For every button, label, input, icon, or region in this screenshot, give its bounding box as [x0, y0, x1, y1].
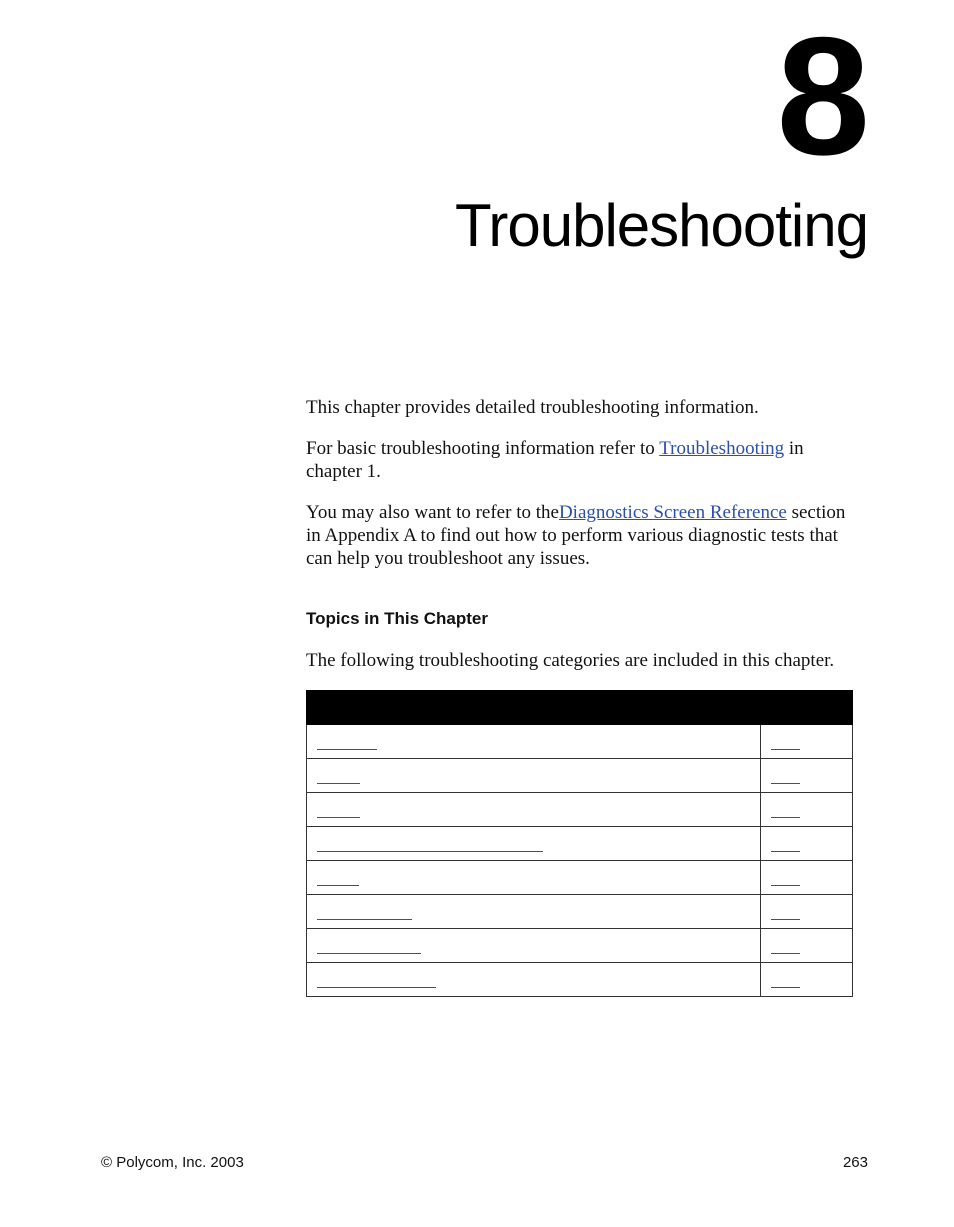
page-cell — [761, 793, 853, 827]
page-cell — [761, 963, 853, 997]
page-cell — [761, 861, 853, 895]
page-link[interactable] — [771, 953, 800, 954]
intro-paragraph-3-text-after: section in Appendix A to find out how to perform various diagnostic tests that can help you troubleshoot any issues. — [306, 502, 846, 569]
page-link[interactable] — [771, 783, 800, 784]
topic-cell — [307, 827, 761, 861]
topics-table-header-topic-cell — [307, 691, 761, 725]
page-cell — [761, 725, 853, 759]
diagnostics-screen-reference-link[interactable]: Diagnostics Screen Reference — [558, 502, 787, 523]
topic-link[interactable] — [317, 953, 421, 954]
troubleshooting-link[interactable]: Troubleshooting — [659, 438, 785, 459]
topic-cell — [307, 861, 761, 895]
chapter-number: 8 — [776, 2, 866, 190]
topic-cell — [307, 725, 761, 759]
footer-copyright: © Polycom, Inc. 2003 — [101, 1154, 244, 1171]
topic-cell — [307, 929, 761, 963]
table-row — [307, 929, 853, 963]
chapter-title: Troubleshooting — [454, 192, 868, 259]
topics-heading: Topics in This Chapter — [306, 609, 488, 628]
topic-link[interactable] — [317, 885, 359, 886]
intro-paragraph-2 — [306, 437, 854, 483]
topic-link[interactable] — [317, 783, 360, 784]
intro-paragraph-2-text-after: in chapter 1. — [306, 438, 804, 482]
page-link[interactable] — [771, 885, 800, 886]
topics-description: The following troubleshooting categories are included in this chapter. — [306, 650, 835, 671]
footer-page-number: 263 — [842, 1154, 868, 1171]
table-row — [307, 725, 853, 759]
topic-link[interactable] — [317, 817, 360, 818]
page-cell — [761, 929, 853, 963]
topic-link[interactable] — [317, 851, 543, 852]
topics-table-header — [307, 691, 853, 725]
topic-link[interactable] — [317, 749, 377, 750]
page-link[interactable] — [771, 817, 800, 818]
page-link[interactable] — [771, 919, 800, 920]
intro-paragraph-2-text-before: For basic troubleshooting information refer to — [306, 438, 660, 459]
page-cell — [761, 827, 853, 861]
topic-link[interactable] — [317, 919, 412, 920]
intro-paragraph-1: This chapter provides detailed troubleshooting information. — [306, 397, 759, 418]
page-cell — [761, 895, 853, 929]
table-row — [307, 861, 853, 895]
topic-cell — [307, 759, 761, 793]
topic-cell — [307, 895, 761, 929]
topic-link[interactable] — [317, 987, 436, 988]
table-row — [307, 827, 853, 861]
page-link[interactable] — [771, 749, 800, 750]
page-cell — [761, 759, 853, 793]
topic-cell — [307, 963, 761, 997]
intro-paragraph-3-text-before: You may also want to refer to the — [306, 502, 559, 523]
table-row — [307, 793, 853, 827]
topic-cell — [307, 793, 761, 827]
page-link[interactable] — [771, 851, 800, 852]
table-row — [307, 963, 853, 997]
table-row — [307, 895, 853, 929]
table-row — [307, 759, 853, 793]
topics-table-header-page-cell — [761, 691, 853, 725]
chapter-content — [306, 396, 854, 997]
intro-paragraph-3 — [306, 501, 854, 570]
page-link[interactable] — [771, 987, 800, 988]
topics-table — [306, 690, 853, 997]
